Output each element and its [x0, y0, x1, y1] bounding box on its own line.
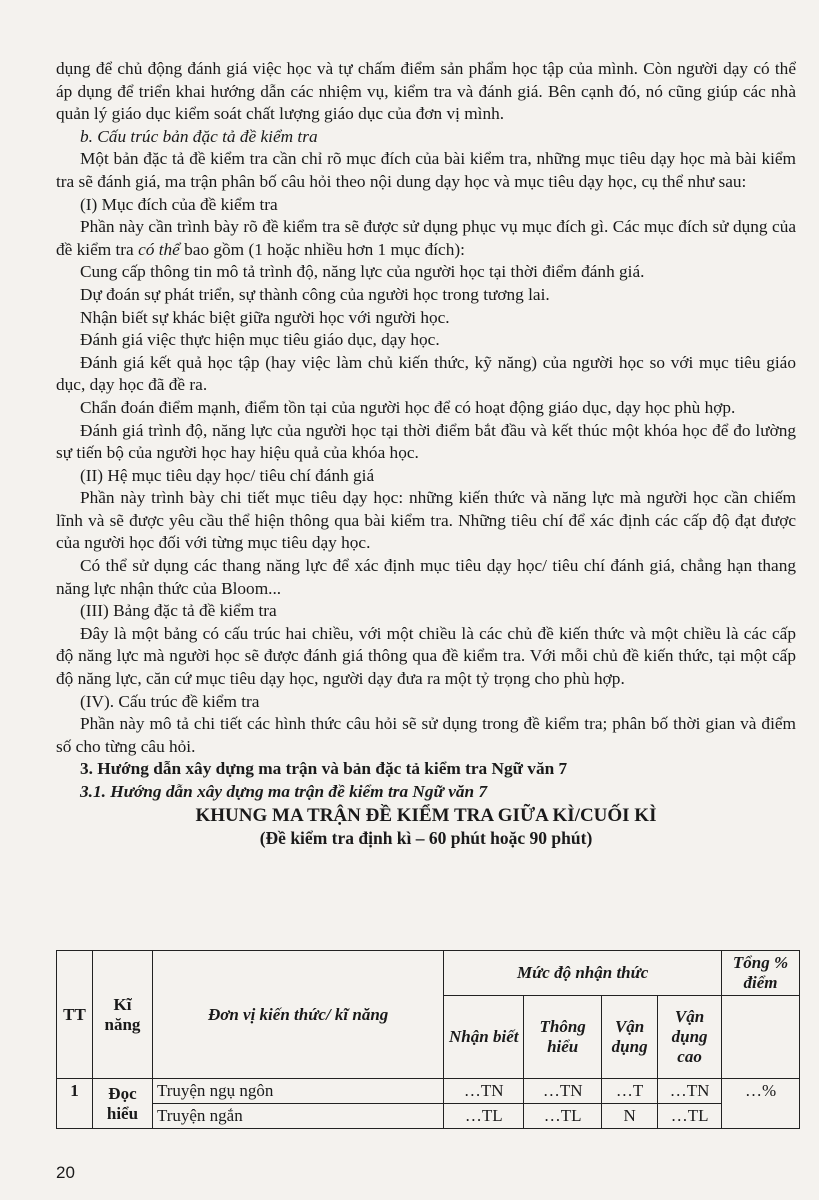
section-b-heading: b. Cấu trúc bản đặc tả đề kiểm tra	[80, 126, 318, 146]
part3-paragraph: Đây là một bảng có cấu trúc hai chiều, với một chiều là các chủ đề kiến thức và một chiều là các cấp độ năng lực mà người học sẽ được đánh giá thông qua đề kiểm tra. Với mỗi chủ đề kiến thức, tại một cấp độ năng lực, căn cứ mục tiêu dạy học, người dạy đưa ra một tỷ trọng cho phù hợp.	[56, 623, 796, 689]
paragraph-continuation: dụng để chủ động đánh giá việc học và tự chấm điểm sản phẩm học tập của mình. Còn người dạy có thể áp dụng để triển khai hướng dẫn các nhiệm vụ, kiểm tra và đánh giá. Bên cạnh đó, nó cũng giúp các nhà quản lý giáo dục kiểm soát chất lượng giáo dục của đơn vị mình.	[56, 59, 796, 124]
header-donvi: Đơn vị kiến thức/ kĩ năng	[152, 951, 443, 1079]
header-tt: TT	[57, 951, 93, 1079]
header-nhanbiet: Nhận biết	[444, 996, 524, 1079]
purpose-item: Cung cấp thông tin mô tả trình độ, năng lực của người học tại thời điểm đánh giá.	[80, 262, 645, 282]
matrix-table	[56, 950, 800, 1129]
body-text	[56, 58, 796, 849]
purpose-item: Đánh giá việc thực hiện mục tiêu giáo dục, dạy học.	[80, 330, 440, 350]
cell-nhanbiet: …TN	[444, 1079, 524, 1104]
cell-tong: …%	[722, 1079, 800, 1129]
purpose-item: Dự đoán sự phát triển, sự thành công của người học trong tương lai.	[80, 284, 550, 304]
cell-thonghieu: …TL	[524, 1104, 602, 1129]
header-kinang: Kĩ năng	[92, 951, 152, 1079]
cell-vandungcao: …TN	[658, 1079, 722, 1104]
header-thonghieu: Thông hiểu	[524, 996, 602, 1079]
part1-intro	[56, 216, 796, 261]
row-tt: 1	[57, 1079, 93, 1129]
table-title: KHUNG MA TRẬN ĐỀ KIỂM TRA GIỮA KÌ/CUỐI KÌ	[195, 804, 657, 826]
header-tong-empty	[722, 996, 800, 1079]
cell-vandung: …T	[602, 1079, 658, 1104]
part1-intro-text-a: Phần này cần trình bày rõ đề kiểm tra sẽ được sử dụng phục vụ mục đích gì. Các mục đích sử dụng của đề kiểm tra	[56, 217, 796, 259]
purpose-item: Nhận biết sự khác biệt giữa người học với người học.	[80, 307, 450, 327]
cell-thonghieu: …TN	[524, 1079, 602, 1104]
part2-paragraph-1: Phần này trình bày chi tiết mục tiêu dạy học: những kiến thức và năng lực mà người học cần chiếm lĩnh và sẽ được yêu cầu thể hiện thông qua bài kiểm tra. Những tiêu chí để xác định các cấp độ đạt được của người học đối với từng mục tiêu dạy học.	[56, 488, 796, 553]
intro-paragraph: Một bản đặc tả đề kiểm tra cần chỉ rõ mục đích của bài kiểm tra, những mục tiêu dạy học mà bài kiểm tra sẽ đánh giá, ma trận phân bố câu hỏi theo nội dung dạy học và mục tiêu dạy học, cụ thể như sau:	[56, 149, 796, 191]
part3-heading: (III) Bảng đặc tả đề kiểm tra	[80, 601, 277, 621]
cell-vandungcao: …TL	[658, 1104, 722, 1129]
part4-paragraph: Phần này mô tả chi tiết các hình thức câu hỏi sẽ sử dụng trong đề kiểm tra; phân bố thời gian và điểm số cho từng câu hỏi.	[56, 714, 796, 756]
part1-heading: (I) Mục đích của đề kiểm tra	[80, 194, 278, 214]
table-row	[57, 1104, 800, 1129]
table-subtitle: (Đề kiểm tra định kì – 60 phút hoặc 90 phút)	[259, 827, 593, 848]
purpose-item: Đánh giá kết quả học tập (hay việc làm chủ kiến thức, kỹ năng) của người học so với mục tiêu giáo dục, dạy học đã đề ra.	[56, 352, 796, 395]
header-vandung: Vận dụng	[602, 996, 658, 1079]
page-number: 20	[56, 1163, 75, 1182]
purpose-item: Chẩn đoán điểm mạnh, điểm tồn tại của người học để có hoạt động giáo dục, dạy học phù hợp.	[80, 397, 736, 417]
part1-intro-italic: có thể	[138, 239, 180, 259]
table-row	[57, 1079, 800, 1104]
part4-heading: (IV). Cấu trúc đề kiểm tra	[80, 691, 260, 711]
header-tong: Tổng % điểm	[722, 951, 800, 996]
row-unit: Truyện ngắn	[152, 1104, 443, 1129]
table-header-row	[57, 951, 800, 996]
cell-vandung: N	[602, 1104, 658, 1129]
part1-intro-text-b: bao gồm (1 hoặc nhiều hơn 1 mục đích):	[179, 239, 465, 259]
part2-paragraph-2: Có thể sử dụng các thang năng lực để xác định mục tiêu dạy học/ tiêu chí đánh giá, chẳng hạn thang năng lực nhận thức của Bloom...	[56, 556, 796, 598]
row-unit: Truyện ngụ ngôn	[152, 1079, 443, 1104]
header-vandungcao: Vận dụng cao	[658, 996, 722, 1079]
cell-nhanbiet: …TL	[444, 1104, 524, 1129]
section-3-1-heading: 3.1. Hướng dẫn xây dựng ma trận đề kiểm tra Ngữ văn 7	[80, 782, 488, 801]
section-3-heading: 3. Hướng dẫn xây dựng ma trận và bản đặc tả kiểm tra Ngữ văn 7	[80, 759, 568, 779]
part2-heading: (II) Hệ mục tiêu dạy học/ tiêu chí đánh giá	[80, 465, 375, 485]
row-kinang: Đọc hiểu	[92, 1079, 152, 1129]
purpose-item: Đánh giá trình độ, năng lực của người học tại thời điểm bắt đầu và kết thúc một khóa học để đo lường sự tiến bộ của người học hay hiệu quả của khóa học.	[56, 420, 796, 463]
header-mucdo: Mức độ nhận thức	[444, 951, 722, 996]
